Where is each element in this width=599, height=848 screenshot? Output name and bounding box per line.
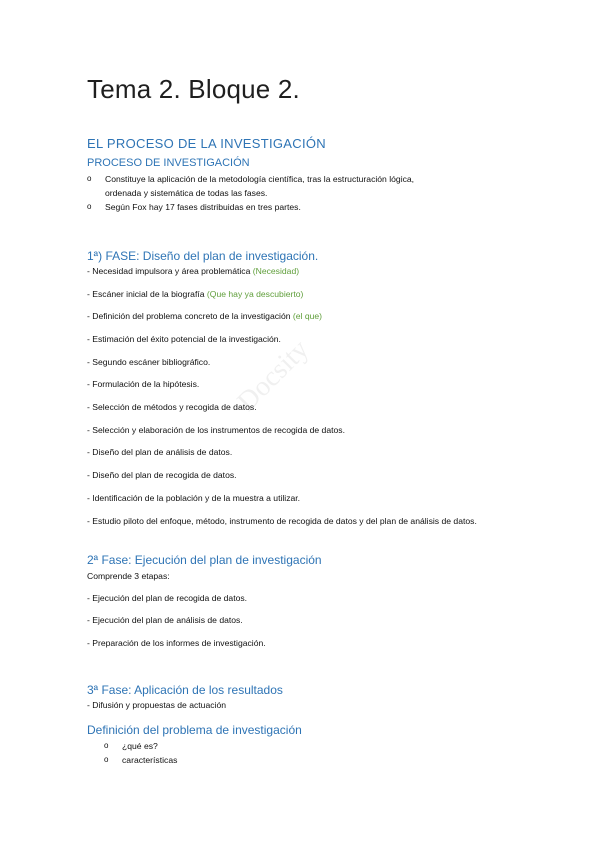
phase1-item: - Diseño del plan de recogida de datos. [87,470,237,480]
phase2-intro: Comprende 3 etapas: [87,571,170,581]
phase3-heading: 3ª Fase: Aplicación de los resultados [87,683,283,697]
list-item-text: Constituye la aplicación de la metodología científica, tras la estructuración lógica, [105,174,415,184]
list-item [104,739,177,753]
phase1-item: - Escáner inicial de la biografía (Que hay ya descubierto) [87,289,304,299]
bullet-marker: o [104,755,109,764]
phase2-item: - Preparación de los informes de investigación. [87,638,266,648]
phase1-heading: 1ª) FASE: Diseño del plan de investigación. [87,249,319,263]
bullet-marker: o [87,202,92,211]
phase1-item: - Segundo escáner bibliográfico. [87,357,211,367]
subsection-heading: PROCESO DE INVESTIGACIÓN [87,157,250,169]
phase1-item: - Definición del problema concreto de la investigación (el que) [87,311,323,321]
phase1-item: - Estimación del éxito potencial de la investigación. [87,334,281,344]
list-item-text: características [122,755,178,765]
phase1-item: - Necesidad impulsora y área problemática (Necesidad) [87,266,300,276]
phase1-item: - Estudio piloto del enfoque, método, instrumento de recogida de datos y del plan de análisis de datos. [87,516,477,526]
phase2-item: - Ejecución del plan de recogida de datos. [87,593,248,603]
list-item-text: ¿qué es? [122,741,158,751]
phase1-item: - Selección y elaboración de los instrumentos de recogida de datos. [87,425,345,435]
list-item-text: Según Fox hay 17 fases distribuidas en tres partes. [105,202,301,212]
phase1-item: - Identificación de la población y de la muestra a utilizar. [87,493,301,503]
phase1-item: - Selección de métodos y recogida de datos. [87,402,257,412]
list-item [87,200,414,214]
list-item [87,172,414,200]
definition-heading: Definición del problema de investigación [87,723,302,737]
intro-bullet-list [87,172,414,214]
phase1-item: - Formulación de la hipótesis. [87,379,200,389]
list-item [104,753,177,767]
phase2-heading: 2ª Fase: Ejecución del plan de investigación [87,553,322,567]
definition-bullet-list [104,739,177,767]
phase2-item: - Ejecución del plan de análisis de datos. [87,615,243,625]
bullet-marker: o [104,741,109,750]
phase3-item: - Difusión y propuestas de actuación [87,700,227,710]
bullet-marker: o [87,174,92,183]
phase1-item: - Diseño del plan de análisis de datos. [87,447,233,457]
page-title: Tema 2. Bloque 2. [87,74,300,104]
section-heading: EL PROCESO DE LA INVESTIGACIÓN [87,136,326,151]
list-item-text-continued: ordenada y sistemática de todas las fases. [105,188,268,198]
watermark: Docsity [231,333,315,418]
